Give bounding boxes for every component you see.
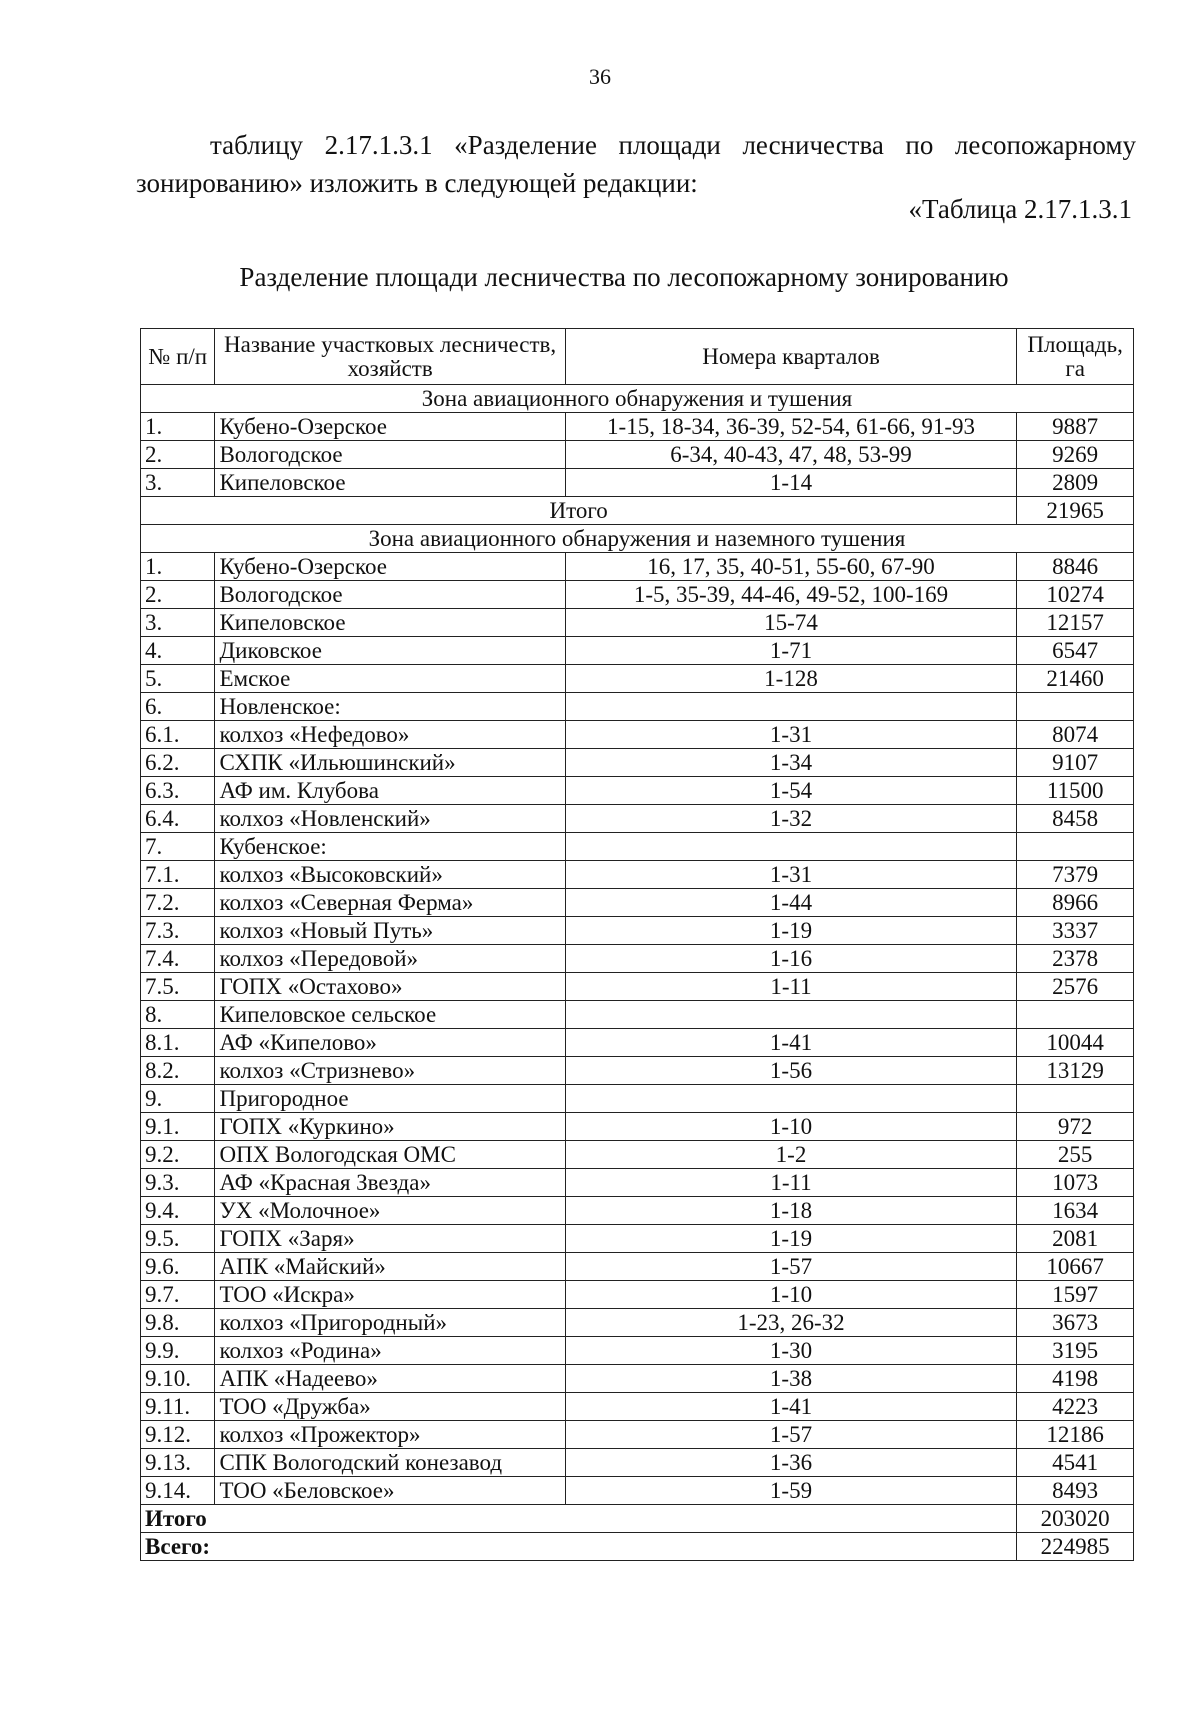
row-name: Пригородное: [215, 1085, 565, 1113]
row-area: 8458: [1017, 805, 1134, 833]
row-quarters: 1-71: [565, 637, 1017, 665]
row-name: АФ «Красная Звезда»: [215, 1169, 565, 1197]
row-quarters: 1-41: [565, 1393, 1017, 1421]
row-name: Кипеловское: [215, 469, 565, 497]
row-area: 4223: [1017, 1393, 1134, 1421]
header-area: Площадь, га: [1017, 329, 1134, 385]
row-area: [1017, 1085, 1134, 1113]
table-row: [141, 1197, 1134, 1225]
row-quarters: 1-23, 26-32: [565, 1309, 1017, 1337]
table-row: [141, 441, 1134, 469]
row-area: 12186: [1017, 1421, 1134, 1449]
row-quarters: [565, 693, 1017, 721]
row-area: 8493: [1017, 1477, 1134, 1505]
row-num: 9.5.: [141, 1225, 215, 1253]
row-name: колхоз «Стризнево»: [215, 1057, 565, 1085]
zone-title-row: [141, 525, 1134, 553]
row-num: 9.1.: [141, 1113, 215, 1141]
row-quarters: [565, 1085, 1017, 1113]
grand-total-value: 224985: [1017, 1533, 1134, 1561]
row-num: 8.: [141, 1001, 215, 1029]
row-num: 2.: [141, 441, 215, 469]
row-name: колхоз «Северная Ферма»: [215, 889, 565, 917]
row-quarters: 1-44: [565, 889, 1017, 917]
table-row: [141, 1169, 1134, 1197]
grand-total-label: Всего:: [141, 1533, 1017, 1561]
table-row: [141, 1253, 1134, 1281]
row-num: 6.1.: [141, 721, 215, 749]
row-name: ГОПХ «Куркино»: [215, 1113, 565, 1141]
row-name: УХ «Молочное»: [215, 1197, 565, 1225]
zone-title: Зона авиационного обнаружения и наземного тушения: [141, 525, 1134, 553]
row-quarters: 1-11: [565, 973, 1017, 1001]
row-num: 7.4.: [141, 945, 215, 973]
row-num: 2.: [141, 581, 215, 609]
row-num: 6.3.: [141, 777, 215, 805]
row-name: Диковское: [215, 637, 565, 665]
row-num: 4.: [141, 637, 215, 665]
row-num: 9.14.: [141, 1477, 215, 1505]
row-quarters: 1-56: [565, 1057, 1017, 1085]
row-name: Кипеловское сельское: [215, 1001, 565, 1029]
table-row: [141, 1001, 1134, 1029]
table-row: [141, 973, 1134, 1001]
row-quarters: 1-19: [565, 1225, 1017, 1253]
row-area: 2378: [1017, 945, 1134, 973]
table-row: [141, 805, 1134, 833]
row-num: 9.8.: [141, 1309, 215, 1337]
zone-total-label: Итого: [141, 1505, 1017, 1533]
row-quarters: 1-38: [565, 1365, 1017, 1393]
row-num: 3.: [141, 469, 215, 497]
row-name: Емское: [215, 665, 565, 693]
row-quarters: 1-16: [565, 945, 1017, 973]
header-name: Название участковых лесничеств, хозяйств: [215, 329, 565, 385]
table-row: [141, 637, 1134, 665]
row-quarters: 1-10: [565, 1281, 1017, 1309]
row-name: колхоз «Передовой»: [215, 945, 565, 973]
row-area: 8074: [1017, 721, 1134, 749]
row-quarters: 1-15, 18-34, 36-39, 52-54, 61-66, 91-93: [565, 413, 1017, 441]
row-name: ТОО «Дружба»: [215, 1393, 565, 1421]
table-row: [141, 609, 1134, 637]
row-area: 8966: [1017, 889, 1134, 917]
row-num: 1.: [141, 553, 215, 581]
table-row: [141, 1449, 1134, 1477]
row-name: Новленское:: [215, 693, 565, 721]
row-num: 7.1.: [141, 861, 215, 889]
row-quarters: 1-31: [565, 861, 1017, 889]
row-num: 6.4.: [141, 805, 215, 833]
table-title: Разделение площади лесничества по лесопожарному зонированию: [239, 262, 1009, 292]
row-area: 9269: [1017, 441, 1134, 469]
row-quarters: 1-41: [565, 1029, 1017, 1057]
row-quarters: 1-14: [565, 469, 1017, 497]
row-area: 8846: [1017, 553, 1134, 581]
header-num: № п/п: [141, 329, 215, 385]
row-quarters: [565, 833, 1017, 861]
row-num: 7.3.: [141, 917, 215, 945]
row-num: 6.2.: [141, 749, 215, 777]
zone-total-row: [141, 1505, 1134, 1533]
row-num: 6.: [141, 693, 215, 721]
row-area: 2081: [1017, 1225, 1134, 1253]
row-num: 7.: [141, 833, 215, 861]
row-num: 9.13.: [141, 1449, 215, 1477]
row-area: 7379: [1017, 861, 1134, 889]
row-area: 4541: [1017, 1449, 1134, 1477]
table-row: [141, 777, 1134, 805]
row-area: 11500: [1017, 777, 1134, 805]
row-name: Кубено-Озерское: [215, 413, 565, 441]
row-area: 2809: [1017, 469, 1134, 497]
row-name: АПК «Майский»: [215, 1253, 565, 1281]
row-num: 3.: [141, 609, 215, 637]
row-area: 3195: [1017, 1337, 1134, 1365]
row-name: Кубенское:: [215, 833, 565, 861]
row-quarters: 1-30: [565, 1337, 1017, 1365]
zone-total-label: Итого: [141, 497, 1017, 525]
row-area: [1017, 1001, 1134, 1029]
row-area: 9887: [1017, 413, 1134, 441]
table-row: [141, 1225, 1134, 1253]
row-area: 3673: [1017, 1309, 1134, 1337]
row-area: 21460: [1017, 665, 1134, 693]
grand-total-row: [141, 1533, 1134, 1561]
row-name: СХПК «Ильюшинский»: [215, 749, 565, 777]
row-name: ТОО «Искра»: [215, 1281, 565, 1309]
table-reference: «Таблица 2.17.1.3.1: [908, 194, 1132, 224]
row-quarters: 1-59: [565, 1477, 1017, 1505]
row-name: АПК «Надеево»: [215, 1365, 565, 1393]
row-num: 9.6.: [141, 1253, 215, 1281]
row-quarters: 6-34, 40-43, 47, 48, 53-99: [565, 441, 1017, 469]
row-num: 9.7.: [141, 1281, 215, 1309]
zoning-table: [140, 328, 1134, 1561]
row-name: колхоз «Прожектор»: [215, 1421, 565, 1449]
row-area: 10274: [1017, 581, 1134, 609]
row-quarters: [565, 1001, 1017, 1029]
row-num: 7.5.: [141, 973, 215, 1001]
table-row: [141, 1393, 1134, 1421]
row-area: 12157: [1017, 609, 1134, 637]
row-quarters: 1-57: [565, 1253, 1017, 1281]
table-row: [141, 581, 1134, 609]
row-name: АФ «Кипелово»: [215, 1029, 565, 1057]
table-row: [141, 1029, 1134, 1057]
row-num: 9.4.: [141, 1197, 215, 1225]
row-area: [1017, 833, 1134, 861]
intro-text: таблицу 2.17.1.3.1 «Разделение площади лесничества по лесопожарному зонированию» изложить в следующей редакции:: [136, 130, 1136, 198]
table-row: [141, 945, 1134, 973]
row-area: 1634: [1017, 1197, 1134, 1225]
row-area: 13129: [1017, 1057, 1134, 1085]
row-quarters: 1-34: [565, 749, 1017, 777]
table-row: [141, 749, 1134, 777]
row-area: 255: [1017, 1141, 1134, 1169]
row-quarters: 1-11: [565, 1169, 1017, 1197]
row-name: СПК Вологодский конезавод: [215, 1449, 565, 1477]
row-num: 9.: [141, 1085, 215, 1113]
row-area: 10667: [1017, 1253, 1134, 1281]
row-quarters: 1-57: [565, 1421, 1017, 1449]
table-row: [141, 1281, 1134, 1309]
header-quarters: Номера кварталов: [565, 329, 1017, 385]
row-name: колхоз «Новый Путь»: [215, 917, 565, 945]
row-area: [1017, 693, 1134, 721]
table-row: [141, 665, 1134, 693]
row-quarters: 1-5, 35-39, 44-46, 49-52, 100-169: [565, 581, 1017, 609]
row-quarters: 1-128: [565, 665, 1017, 693]
table-row: [141, 917, 1134, 945]
row-quarters: 1-2: [565, 1141, 1017, 1169]
row-num: 8.2.: [141, 1057, 215, 1085]
row-num: 9.2.: [141, 1141, 215, 1169]
row-quarters: 1-32: [565, 805, 1017, 833]
row-name: ГОПХ «Остахово»: [215, 973, 565, 1001]
row-name: колхоз «Родина»: [215, 1337, 565, 1365]
table-row: [141, 553, 1134, 581]
row-name: колхоз «Нефедово»: [215, 721, 565, 749]
row-name: ГОПХ «Заря»: [215, 1225, 565, 1253]
row-area: 6547: [1017, 637, 1134, 665]
row-quarters: 15-74: [565, 609, 1017, 637]
zone-total-value: 203020: [1017, 1505, 1134, 1533]
table-row: [141, 861, 1134, 889]
row-quarters: 1-19: [565, 917, 1017, 945]
table-row: [141, 1309, 1134, 1337]
table-row: [141, 1085, 1134, 1113]
row-num: 9.12.: [141, 1421, 215, 1449]
table-row: [141, 1337, 1134, 1365]
row-area: 1073: [1017, 1169, 1134, 1197]
zone-title-row: [141, 385, 1134, 413]
table-row: [141, 1057, 1134, 1085]
row-area: 10044: [1017, 1029, 1134, 1057]
table-row: [141, 889, 1134, 917]
row-name: ТОО «Беловское»: [215, 1477, 565, 1505]
row-quarters: 1-36: [565, 1449, 1017, 1477]
row-num: 9.3.: [141, 1169, 215, 1197]
row-quarters: 1-31: [565, 721, 1017, 749]
row-quarters: 1-54: [565, 777, 1017, 805]
row-quarters: 1-18: [565, 1197, 1017, 1225]
row-name: колхоз «Новленский»: [215, 805, 565, 833]
table-header-row: [141, 329, 1134, 385]
table-row: [141, 1477, 1134, 1505]
row-area: 1597: [1017, 1281, 1134, 1309]
row-name: Вологодское: [215, 441, 565, 469]
zone-title: Зона авиационного обнаружения и тушения: [141, 385, 1134, 413]
row-area: 4198: [1017, 1365, 1134, 1393]
row-name: АФ им. Клубова: [215, 777, 565, 805]
row-name: Вологодское: [215, 581, 565, 609]
table-row: [141, 1421, 1134, 1449]
row-name: Кубено-Озерское: [215, 553, 565, 581]
row-num: 8.1.: [141, 1029, 215, 1057]
table-row: [141, 1365, 1134, 1393]
row-quarters: 1-10: [565, 1113, 1017, 1141]
row-num: 9.9.: [141, 1337, 215, 1365]
table-row: [141, 693, 1134, 721]
row-name: колхоз «Высоковский»: [215, 861, 565, 889]
zone-total-row: [141, 497, 1134, 525]
row-area: 3337: [1017, 917, 1134, 945]
row-area: 2576: [1017, 973, 1134, 1001]
row-num: 5.: [141, 665, 215, 693]
table-row: [141, 833, 1134, 861]
row-quarters: 16, 17, 35, 40-51, 55-60, 67-90: [565, 553, 1017, 581]
row-name: Кипеловское: [215, 609, 565, 637]
table-row: [141, 721, 1134, 749]
table-row: [141, 469, 1134, 497]
table-row: [141, 1141, 1134, 1169]
row-name: ОПХ Вологодская ОМС: [215, 1141, 565, 1169]
row-num: 9.10.: [141, 1365, 215, 1393]
table-row: [141, 413, 1134, 441]
row-area: 9107: [1017, 749, 1134, 777]
intro-paragraph: [136, 126, 1136, 202]
table-row: [141, 1113, 1134, 1141]
zone-total-value: 21965: [1017, 497, 1134, 525]
row-num: 1.: [141, 413, 215, 441]
row-name: колхоз «Пригородный»: [215, 1309, 565, 1337]
row-num: 9.11.: [141, 1393, 215, 1421]
row-area: 972: [1017, 1113, 1134, 1141]
page-number: 36: [589, 64, 611, 89]
row-num: 7.2.: [141, 889, 215, 917]
